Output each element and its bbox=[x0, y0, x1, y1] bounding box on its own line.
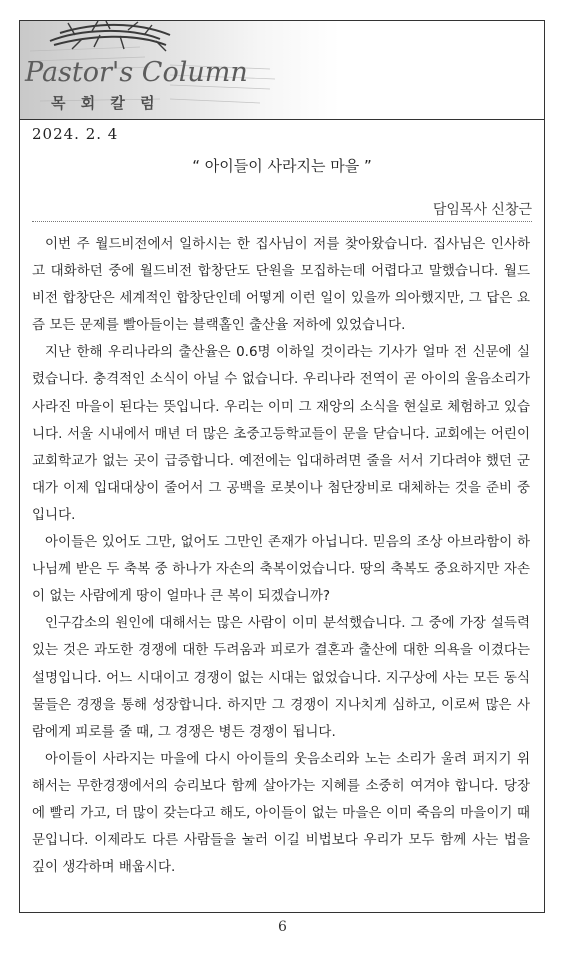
paragraph: 지난 한해 우리나라의 출산율은 0.6명 이하일 것이라는 기사가 얼마 전 신문에 실렸습니다. 충격적인 소식이 아닐 수 없습니다. 우리나라 전역이 곧 아이의 울음소리가 사라진 마을이 된다는 뜻입니다. 우리는 이미 그 재앙의 소식을 현실로 체험하고 있습니다. 서울 시내에서 매년 더 많은 초중고등학교들이 문을 닫습니다. 교회에는 어린이 교회학교가 없는 곳이 급증합니다. 예전에는 입대하려면 줄을 서서 기다려야 했던 군대가 이제 입대대상이 줄어서 그 공백을 로봇이나 첨단장비로 대체하는 것을 준비 중입니다. bbox=[32, 344, 530, 523]
column-date: 2024. 2. 4 bbox=[32, 125, 119, 143]
article-body bbox=[32, 231, 530, 881]
banner-title: Pastor's Column bbox=[25, 57, 248, 88]
column-frame bbox=[19, 20, 545, 913]
page-number: 6 bbox=[278, 919, 287, 935]
article-title: “ 아이들이 사라지는 마을 ” bbox=[192, 157, 372, 175]
paragraph: 인구감소의 원인에 대해서는 많은 사람이 이미 분석했습니다. 그 중에 가장 설득력 있는 것은 과도한 경쟁에 대한 두려움과 피로가 결혼과 출산에 대한 의욕을 이겼다는 설명입니다. 어느 시대이고 경쟁이 없는 시대는 없었습니다. 지구상에 사는 모든 동식물들은 경쟁을 통해 성장합니다. 하지만 그 경쟁이 지나치게 심하고, 이로써 많은 사람에게 피로를 줄 때, 그 경쟁은 병든 경쟁이 됩니다. bbox=[32, 615, 530, 740]
banner-subtitle: 목 회 칼 럼 bbox=[51, 94, 160, 112]
dotted-divider bbox=[32, 221, 532, 222]
paragraph: 아이들은 있어도 그만, 없어도 그만인 존재가 아닙니다. 믿음의 조상 아브라함이 하나님께 받은 두 축복 중 하나가 자손의 축복이었습니다. 땅의 축복도 중요하지만 자손이 없는 사람에게 땅이 얼마나 큰 복이 되겠습니까? bbox=[32, 534, 530, 605]
column-banner bbox=[20, 21, 544, 120]
paragraph: 이번 주 월드비전에서 일하시는 한 집사님이 저를 찾아왔습니다. 집사님은 인사하고 대화하던 중에 월드비전 합창단도 단원을 모집하는데 어렵다고 말했습니다. 월드비전 합창단은 세계적인 합창단인데 어떻게 이런 일이 있을까 의아했지만, 그 답은 요즘 모든 문제를 빨아들이는 블랙홀인 출산율 저하에 있었습니다. bbox=[32, 236, 530, 334]
article-author: 담임목사 신창근 bbox=[432, 202, 532, 218]
paragraph: 아이들이 사라지는 마을에 다시 아이들의 웃음소리와 노는 소리가 울려 퍼지기 위해서는 무한경쟁에서의 승리보다 함께 살아가는 지혜를 소중히 여겨야 합니다. 당장에 빨리 가고, 더 많이 갖는다고 해도, 아이들이 없는 마을은 이미 죽음의 마을이기 때문입니다. 이제라도 다른 사람들을 눌러 이길 비법보다 우리가 모두 함께 사는 법을 깊이 생각하며 배웁시다. bbox=[32, 750, 530, 876]
